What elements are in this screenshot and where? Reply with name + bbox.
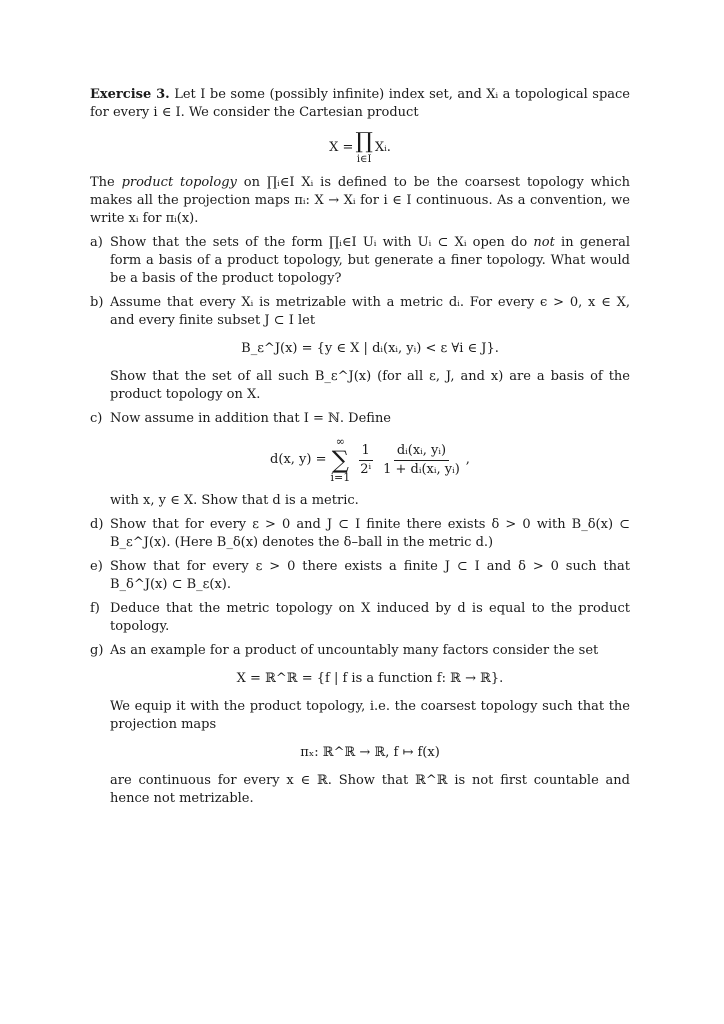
- exercise-label: Exercise 3.: [90, 87, 170, 102]
- sum-top: ∞: [335, 435, 345, 448]
- item-a-text: [110, 234, 630, 288]
- item-b: [90, 294, 630, 404]
- fraction-2-den: 1 + dᵢ(xᵢ, yᵢ): [383, 461, 460, 477]
- item-a-pre: Show that the sets of the form ∏ᵢ∈I Uᵢ with Uᵢ ⊂ Xᵢ open do: [110, 235, 534, 250]
- item-g-label: g): [90, 643, 104, 658]
- sum-symbol: ∑: [331, 446, 349, 474]
- item-b-text1: Assume that every Xᵢ is metrizable with a metric dᵢ. For every ϵ > 0, x ∈ X, and every finite subset J ⊂ I let: [110, 295, 630, 328]
- intro-text: Let I be some (possibly infinite) index set, and Xᵢ a topological space for every i ∈ I. We consider the Cartesian product: [90, 87, 630, 120]
- item-g-formula1: X = ℝ^ℝ = {f | f is a function f: ℝ → ℝ}.: [236, 671, 504, 686]
- item-a-em: not: [533, 235, 555, 250]
- item-d: [90, 516, 630, 552]
- product-topology-definition: [90, 174, 630, 228]
- item-e-text: Show that for every ε > 0 there exists a finite J ⊂ I and δ > 0 such that B_δ^J(x) ⊂ B_ε(x).: [110, 559, 630, 592]
- fraction-1-den: 2ⁱ: [360, 461, 372, 477]
- item-a: [90, 234, 630, 288]
- def-post: on ∏ᵢ∈I Xᵢ is defined to be the coarsest topology which makes all the projection maps πᵢ: X → Xᵢ for i ∈ I continuous. As a convention, we write xᵢ for πᵢ(x).: [90, 175, 630, 226]
- sum-operator: [330, 436, 350, 484]
- exercise-page: [90, 86, 630, 808]
- item-e: [90, 558, 630, 594]
- fraction-2: [380, 442, 463, 479]
- fraction-1: [357, 442, 374, 479]
- product-lhs: X =: [329, 140, 354, 155]
- exercise-items: [90, 234, 630, 808]
- fraction-1-num: 1: [359, 442, 373, 461]
- item-c-text1: Now assume in addition that I = ℕ. Define: [110, 411, 392, 426]
- item-g-formula2: πₓ: ℝ^ℝ → ℝ, f ↦ f(x): [300, 745, 440, 760]
- item-c-label: c): [90, 411, 103, 426]
- item-g-text2: We equip it with the product topology, i.e. the coarsest topology such that the projection maps: [110, 699, 630, 732]
- item-a-post: in general form a basis of a product topology, but generate a finer topology. What would be a basis of the product topology?: [110, 235, 630, 286]
- product-formula: [90, 130, 630, 166]
- item-c: [90, 410, 630, 510]
- def-term: product topology: [121, 175, 237, 190]
- product-symbol: ∏: [355, 129, 373, 154]
- item-b-text2: Show that the set of all such B_ε^J(x) (for all ε, J, and x) are a basis of the product topology on X.: [110, 369, 630, 402]
- product-operator: [355, 130, 373, 166]
- sum-bottom: i=1: [330, 471, 351, 484]
- item-a-label: a): [90, 235, 103, 250]
- item-d-text: Show that for every ε > 0 and J ⊂ I finite there exists δ > 0 with B_δ(x) ⊂ B_ε^J(x). (Here B_δ(x) denotes the δ–ball in the metric d.): [110, 517, 630, 550]
- item-g-text1: As an example for a product of uncountably many factors consider the set: [110, 643, 599, 658]
- product-subscript: i∈I: [356, 154, 372, 165]
- item-b-label: b): [90, 295, 104, 310]
- metric-tail: ,: [465, 452, 470, 467]
- item-f: [90, 600, 630, 636]
- item-g: [90, 642, 630, 808]
- exercise-intro: [90, 86, 630, 122]
- item-f-label: f): [90, 601, 100, 616]
- metric-lhs: d(x, y) =: [270, 452, 327, 467]
- item-f-text: Deduce that the metric topology on X induced by d is equal to the product topology.: [110, 601, 630, 634]
- item-b-formula: B_ε^J(x) = {y ∈ X | dᵢ(xᵢ, yᵢ) < ε ∀i ∈ J}.: [241, 341, 499, 356]
- def-pre: The: [90, 175, 122, 190]
- item-e-label: e): [90, 559, 103, 574]
- product-rhs: Xᵢ.: [374, 140, 391, 155]
- item-g-text3: are continuous for every x ∈ ℝ. Show that ℝ^ℝ is not first countable and hence not metrizable.: [110, 773, 630, 806]
- item-c-text2: with x, y ∈ X. Show that d is a metric.: [110, 493, 359, 508]
- item-d-label: d): [90, 517, 104, 532]
- metric-formula: [110, 436, 630, 484]
- fraction-2-num: dᵢ(xᵢ, yᵢ): [394, 442, 449, 461]
